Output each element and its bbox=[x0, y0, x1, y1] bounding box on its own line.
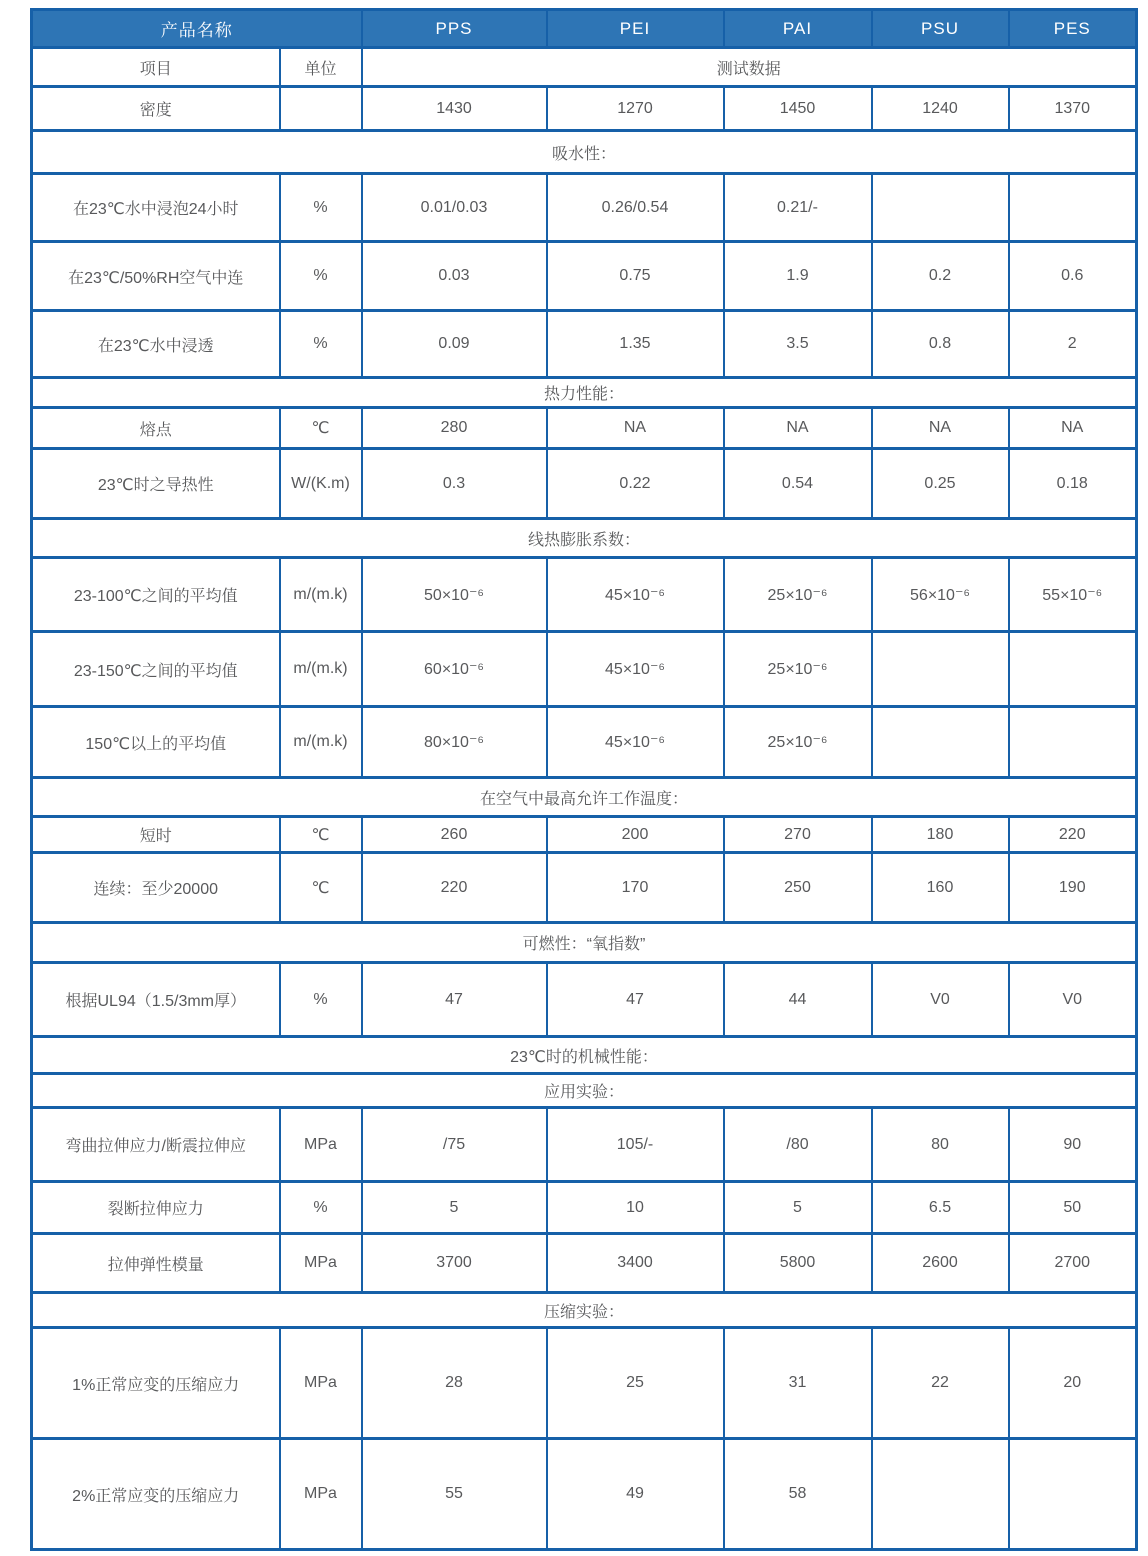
value-cell: NA bbox=[547, 408, 724, 449]
test-data-header: 测试数据 bbox=[362, 48, 1137, 87]
subheader-row bbox=[32, 48, 1137, 87]
value-cell: 0.21/- bbox=[724, 174, 872, 242]
row-label: 1%正常应变的压缩应力 bbox=[32, 1328, 280, 1439]
value-cell: 0.18 bbox=[1009, 449, 1137, 519]
value-cell: 0.3 bbox=[362, 449, 547, 519]
value-cell: 5800 bbox=[724, 1234, 872, 1293]
row-tensile-modulus bbox=[32, 1234, 1137, 1293]
value-cell: NA bbox=[872, 408, 1009, 449]
value-cell: 0.2 bbox=[872, 242, 1009, 311]
row-label: 在23℃水中浸透 bbox=[32, 311, 280, 378]
value-cell: 50 bbox=[1009, 1182, 1137, 1234]
row-flexural-tensile bbox=[32, 1108, 1137, 1182]
section-max-work-temp bbox=[32, 778, 1137, 817]
value-cell: 44 bbox=[724, 963, 872, 1037]
unit-cell: % bbox=[280, 963, 362, 1037]
row-ul94 bbox=[32, 963, 1137, 1037]
value-cell: 1430 bbox=[362, 87, 547, 131]
value-cell: NA bbox=[724, 408, 872, 449]
material-header-pes: PES bbox=[1009, 10, 1137, 48]
value-cell: 55 bbox=[362, 1439, 547, 1550]
value-cell: 2600 bbox=[872, 1234, 1009, 1293]
value-cell: 80×10⁻⁶ bbox=[362, 707, 547, 778]
value-cell: 47 bbox=[547, 963, 724, 1037]
value-cell: 50×10⁻⁶ bbox=[362, 558, 547, 632]
row-50rh-air bbox=[32, 242, 1137, 311]
unit-header: 单位 bbox=[280, 48, 362, 87]
value-cell: 25 bbox=[547, 1328, 724, 1439]
row-label: 短时 bbox=[32, 817, 280, 853]
value-cell: /80 bbox=[724, 1108, 872, 1182]
row-compress-2pct bbox=[32, 1439, 1137, 1550]
value-cell: 1.9 bbox=[724, 242, 872, 311]
section-linear-expansion bbox=[32, 519, 1137, 558]
value-cell: 45×10⁻⁶ bbox=[547, 558, 724, 632]
row-water-saturation bbox=[32, 311, 1137, 378]
value-cell: 22 bbox=[872, 1328, 1009, 1439]
section-label: 线热膨胀系数： bbox=[32, 519, 1137, 558]
value-cell bbox=[1009, 1439, 1137, 1550]
value-cell: 1450 bbox=[724, 87, 872, 131]
row-label: 熔点 bbox=[32, 408, 280, 449]
value-cell: 80 bbox=[872, 1108, 1009, 1182]
value-cell: 1270 bbox=[547, 87, 724, 131]
value-cell: 10 bbox=[547, 1182, 724, 1234]
value-cell: 1240 bbox=[872, 87, 1009, 131]
row-short-term bbox=[32, 817, 1137, 853]
unit-cell: ℃ bbox=[280, 853, 362, 923]
row-label: 在23℃水中浸泡24小时 bbox=[32, 174, 280, 242]
row-tensile-break bbox=[32, 1182, 1137, 1234]
material-header-psu: PSU bbox=[872, 10, 1009, 48]
unit-cell: m/(m.k) bbox=[280, 558, 362, 632]
row-label: 23-150℃之间的平均值 bbox=[32, 632, 280, 707]
value-cell: 105/- bbox=[547, 1108, 724, 1182]
value-cell: 280 bbox=[362, 408, 547, 449]
value-cell: 56×10⁻⁶ bbox=[872, 558, 1009, 632]
unit-cell: m/(m.k) bbox=[280, 632, 362, 707]
unit-cell: % bbox=[280, 1182, 362, 1234]
unit-cell: ℃ bbox=[280, 408, 362, 449]
unit-cell: MPa bbox=[280, 1234, 362, 1293]
value-cell: 0.26/0.54 bbox=[547, 174, 724, 242]
value-cell: 49 bbox=[547, 1439, 724, 1550]
value-cell: 0.01/0.03 bbox=[362, 174, 547, 242]
value-cell: 220 bbox=[1009, 817, 1137, 853]
product-name-header: 产品名称 bbox=[32, 10, 362, 48]
value-cell: 200 bbox=[547, 817, 724, 853]
section-mechanical bbox=[32, 1037, 1137, 1074]
row-continuous bbox=[32, 853, 1137, 923]
value-cell: 160 bbox=[872, 853, 1009, 923]
value-cell: 58 bbox=[724, 1439, 872, 1550]
row-label: 拉伸弹性模量 bbox=[32, 1234, 280, 1293]
value-cell: 55×10⁻⁶ bbox=[1009, 558, 1137, 632]
unit-cell: m/(m.k) bbox=[280, 707, 362, 778]
unit-cell: MPa bbox=[280, 1328, 362, 1439]
section-label: 吸水性： bbox=[32, 131, 1137, 174]
unit-cell: % bbox=[280, 311, 362, 378]
row-label: 23-100℃之间的平均值 bbox=[32, 558, 280, 632]
item-header: 项目 bbox=[32, 48, 280, 87]
value-cell: 45×10⁻⁶ bbox=[547, 707, 724, 778]
row-thermal-conductivity bbox=[32, 449, 1137, 519]
value-cell: V0 bbox=[1009, 963, 1137, 1037]
section-water-absorption bbox=[32, 131, 1137, 174]
value-cell: 25×10⁻⁶ bbox=[724, 632, 872, 707]
value-cell: 6.5 bbox=[872, 1182, 1009, 1234]
value-cell bbox=[872, 1439, 1009, 1550]
value-cell: 90 bbox=[1009, 1108, 1137, 1182]
value-cell: NA bbox=[1009, 408, 1137, 449]
value-cell: 0.03 bbox=[362, 242, 547, 311]
header-row bbox=[32, 10, 1137, 48]
value-cell: /75 bbox=[362, 1108, 547, 1182]
value-cell: 47 bbox=[362, 963, 547, 1037]
row-avg-above-150 bbox=[32, 707, 1137, 778]
unit-cell: % bbox=[280, 242, 362, 311]
section-application-test bbox=[32, 1074, 1137, 1108]
value-cell: 180 bbox=[872, 817, 1009, 853]
material-spec-table bbox=[30, 8, 1138, 1551]
value-cell bbox=[1009, 174, 1137, 242]
row-label: 在23℃/50%RH空气中连 bbox=[32, 242, 280, 311]
unit-cell: W/(K.m) bbox=[280, 449, 362, 519]
value-cell: 0.75 bbox=[547, 242, 724, 311]
unit-cell: ℃ bbox=[280, 817, 362, 853]
value-cell: 170 bbox=[547, 853, 724, 923]
value-cell: 60×10⁻⁶ bbox=[362, 632, 547, 707]
value-cell: 20 bbox=[1009, 1328, 1137, 1439]
material-header-pei: PEI bbox=[547, 10, 724, 48]
value-cell: 190 bbox=[1009, 853, 1137, 923]
row-label: 根据UL94（1.5/3mm厚） bbox=[32, 963, 280, 1037]
section-flammability bbox=[32, 923, 1137, 963]
value-cell bbox=[872, 632, 1009, 707]
value-cell: 3.5 bbox=[724, 311, 872, 378]
value-cell: 25×10⁻⁶ bbox=[724, 707, 872, 778]
value-cell: 0.6 bbox=[1009, 242, 1137, 311]
value-cell: 3400 bbox=[547, 1234, 724, 1293]
section-label: 压缩实验： bbox=[32, 1293, 1137, 1328]
value-cell: 0.8 bbox=[872, 311, 1009, 378]
value-cell: 0.54 bbox=[724, 449, 872, 519]
material-header-pps: PPS bbox=[362, 10, 547, 48]
value-cell bbox=[1009, 632, 1137, 707]
row-density bbox=[32, 87, 1137, 131]
section-label: 热力性能： bbox=[32, 378, 1137, 408]
value-cell: 25×10⁻⁶ bbox=[724, 558, 872, 632]
material-header-pai: PAI bbox=[724, 10, 872, 48]
value-cell: 260 bbox=[362, 817, 547, 853]
value-cell bbox=[872, 174, 1009, 242]
value-cell: 0.22 bbox=[547, 449, 724, 519]
value-cell bbox=[1009, 707, 1137, 778]
row-label: 密度 bbox=[32, 87, 280, 131]
row-label: 裂断拉伸应力 bbox=[32, 1182, 280, 1234]
unit-cell: MPa bbox=[280, 1439, 362, 1550]
row-melting-point bbox=[32, 408, 1137, 449]
value-cell: 1370 bbox=[1009, 87, 1137, 131]
value-cell: 28 bbox=[362, 1328, 547, 1439]
row-avg-23-100 bbox=[32, 558, 1137, 632]
value-cell: 0.25 bbox=[872, 449, 1009, 519]
value-cell: 31 bbox=[724, 1328, 872, 1439]
value-cell: 5 bbox=[724, 1182, 872, 1234]
value-cell: 0.09 bbox=[362, 311, 547, 378]
value-cell: 270 bbox=[724, 817, 872, 853]
value-cell: 220 bbox=[362, 853, 547, 923]
section-label: 可燃性：“氧指数” bbox=[32, 923, 1137, 963]
row-label: 连续：至少20000 bbox=[32, 853, 280, 923]
section-label: 23℃时的机械性能： bbox=[32, 1037, 1137, 1074]
section-label: 应用实验： bbox=[32, 1074, 1137, 1108]
value-cell: 250 bbox=[724, 853, 872, 923]
row-avg-23-150 bbox=[32, 632, 1137, 707]
row-label: 2%正常应变的压缩应力 bbox=[32, 1439, 280, 1550]
value-cell: 2 bbox=[1009, 311, 1137, 378]
row-soak-24h bbox=[32, 174, 1137, 242]
value-cell: 3700 bbox=[362, 1234, 547, 1293]
section-thermal bbox=[32, 378, 1137, 408]
row-label: 弯曲拉伸应力/断震拉伸应 bbox=[32, 1108, 280, 1182]
row-compress-1pct bbox=[32, 1328, 1137, 1439]
value-cell: 45×10⁻⁶ bbox=[547, 632, 724, 707]
row-label: 23℃时之导热性 bbox=[32, 449, 280, 519]
value-cell: V0 bbox=[872, 963, 1009, 1037]
unit-cell: MPa bbox=[280, 1108, 362, 1182]
section-compression-test bbox=[32, 1293, 1137, 1328]
value-cell: 2700 bbox=[1009, 1234, 1137, 1293]
unit-cell: % bbox=[280, 174, 362, 242]
section-label: 在空气中最高允许工作温度： bbox=[32, 778, 1137, 817]
value-cell: 1.35 bbox=[547, 311, 724, 378]
row-label: 150℃以上的平均值 bbox=[32, 707, 280, 778]
unit-cell bbox=[280, 87, 362, 131]
value-cell: 5 bbox=[362, 1182, 547, 1234]
value-cell bbox=[872, 707, 1009, 778]
